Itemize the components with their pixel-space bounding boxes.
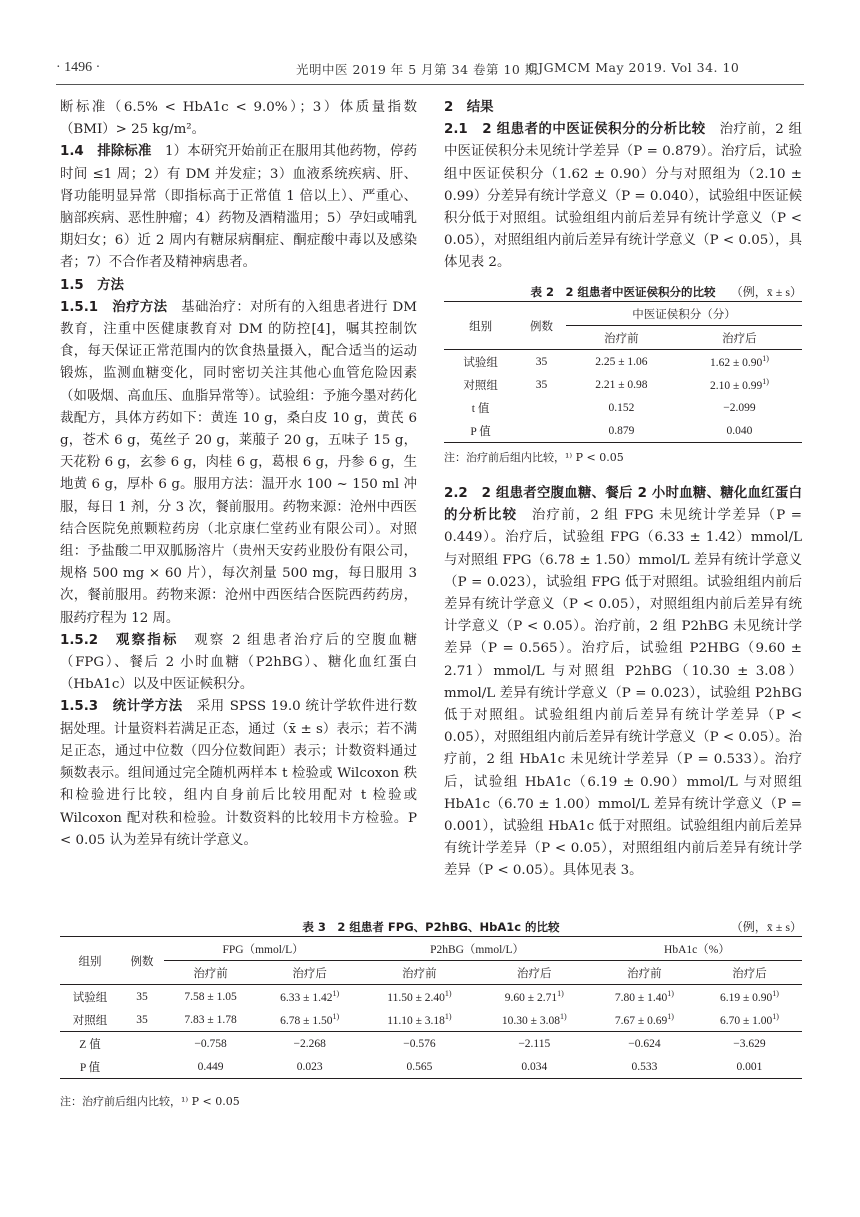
cell-after-sup: 1) [762, 377, 769, 387]
cell-empty [517, 419, 566, 443]
cell-p2h-before [362, 1008, 477, 1032]
cell-value: 6.70 ± 1.00 [719, 1014, 773, 1027]
text-2-2: 治疗前，2 组 FPG 未见统计学差异（P = 0.449）。治疗后，试验组 FPG（6.33 ± 1.42）mmol/L 与对照组 FPG（6.78 ± 1.50）mmol/L 差异有统计学意义（P = 0.023），试验组 FPG 低于对照组。试验组组内前后差异有统计学意义（P < 0.05），对照组组内前后差异有统计学意义（P < 0.05）。治疗前，2 组 P2hBG 未见统计学差异（P = 0.565）。治疗后，试验组 P2HBG（9.60 ± 2.71）mmol/L 与对照组 P2hBG（10.30 ± 3.08）mmol/L 差异有统计学意义（P = 0.023），试验组 P2hBG 低于对照组。试验组组内前后差异有统计学差异（P < 0.05），对照组组内前后差异有统计学意义（P < 0.05）。治疗前，2 组 HbA1c 未见统计学差异（P = 0.533）。治疗后，试验组 HbA1c（6.19 ± 0.90）mmol/L 与对照组 HbA1c（6.70 ± 1.00）mmol/L 差异有统计学意义（P = 0.001），试验组 HbA1c 低于对照组。试验组组内前后差异有统计学差异（P < 0.05），对照组组内前后差异有统计学差异（P < 0.05）。具体见表 3。 [444, 508, 802, 879]
journal-title-en: CJGMCM May 2019. Vol 34. 10 [528, 60, 740, 75]
cell-z: −2.115 [518, 1037, 551, 1050]
cell-z: −0.758 [194, 1037, 227, 1050]
table-2-header-group: 组别 [444, 302, 517, 350]
text-1-5-1: 基础治疗：对所有的入组患者进行 DM 教育，注重中医健康教育对 DM 的防控[4]，嘱其控制饮食，每天保证正常范围内的饮食热量摄入，配合适当的运动锻炼，监测血糖变化，同时密切关注其他心血管危险因素（如吸烟、高血压、血脂异常等）。试验组：予施今墨对药化裁配方，具体方药如下：黄连 10 g，桑白皮 10 g，黄芪 6 g，苍术 6 g，菟丝子 20 g，莱菔子 20 g，五味子 15 g，天花粉 6 g，玄参 6 g，肉桂 6 g，葛根 6 g，丹参 6 g，生地黄 6 g，厚朴 6 g。服用方法：温开水 100 ~ 150 ml 冲服，每日 1 剂，分 3 次，餐前服用。药物来源：沧州中西医结合医院免煎颗粒药房（北京康仁堂药业有限公司）。对照组：予盐酸二甲双胍肠溶片（贵州天安药业股份有限公司，规格 500 mg × 60 片），每次剂量 500 mg，每日服用 3 次，餐前服用。药物来源：沧州中西医结合医院西药药房，服药疗程为 12 周。 [60, 299, 418, 626]
cell-n: 35 [535, 378, 548, 391]
text-1-5-2: 观察 2 组患者治疗后的空腹血糖（FPG）、餐后 2 小时血糖（P2hBG）、糖化血红蛋白（HbA1c）以及中医证候积分。 [60, 632, 417, 693]
table-3-header-group: 组别 [60, 937, 120, 985]
heading-2-1: 2.1 2 组患者的中医证侯积分的分析比较 [444, 122, 706, 138]
cell-hba-before [592, 985, 697, 1009]
table-2-caption [444, 283, 802, 301]
cell-sup: 1) [559, 1012, 567, 1022]
cell-group: 试验组 [463, 356, 498, 369]
cell-value: 7.80 ± 1.40 [614, 991, 668, 1004]
cell-sup: 1) [444, 1012, 452, 1022]
cell-fpg-after [257, 985, 362, 1009]
cell-empty [120, 1032, 164, 1056]
cell-sup: 1) [444, 989, 452, 999]
cell-value: 7.67 ± 0.69 [614, 1014, 668, 1027]
cell-p: 0.565 [406, 1060, 433, 1073]
cell-group: 试验组 [72, 991, 108, 1004]
text-1-4: 1）本研究开始前正在服用其他药物，停药时间 ≤1 周；2）有 DM 并发症；3）血液系统疾病、肝、肾功能明显异常（即指标高于正常值 1 倍以上）、严重心、脑部疾病、恶性肿瘤；4）药物及酒精滥用；5）孕妇或哺乳期妇女；6）近 2 周内有糖尿病酮症、酮症酸中毒以及感染者；7）不合作者及精神病患者。 [60, 144, 417, 271]
page-number: · 1496 · [56, 60, 101, 75]
cell-value: 6.19 ± 0.90 [719, 991, 773, 1004]
left-column [60, 97, 417, 852]
cell-empty [517, 396, 566, 419]
cell-p2h-before [362, 985, 477, 1009]
right-column [444, 97, 802, 275]
cell-p: 0.001 [736, 1060, 763, 1073]
table-2-header-before: 治疗前 [566, 326, 677, 350]
table-3-title: 表 3 2 组患者 FPG、P2hBG、HbA1c 的比较 [302, 920, 560, 934]
cell-z: −3.629 [733, 1037, 766, 1050]
table-2-note: 注：治疗前后组内比较，¹⁾ P < 0.05 [444, 451, 624, 464]
table-3-header-after: 治疗后 [477, 961, 592, 985]
table-3-header-after: 治疗后 [697, 961, 802, 985]
table-2-header-n: 例数 [517, 302, 566, 350]
table-row [60, 985, 802, 1009]
table-3-header-hba1c: HbA1c（%） [664, 943, 730, 956]
cell-sup: 1) [332, 1012, 340, 1022]
cell-group: 对照组 [60, 1008, 120, 1032]
cell-n: 35 [120, 1008, 164, 1032]
journal-title-cn: 光明中医 2019 年 5 月第 34 卷第 10 期 [296, 62, 538, 77]
table-3-unit: （例，x̄ ± s） [730, 920, 802, 934]
heading-1-5-2: 1.5.2 观察指标 [60, 632, 179, 648]
heading-1-5-3: 1.5.3 统计学方法 [60, 699, 183, 715]
right-column-lower [444, 483, 802, 883]
cell-after [677, 373, 802, 396]
heading-2: 2 结果 [444, 100, 494, 115]
cell-value: 11.50 ± 2.40 [387, 991, 445, 1004]
cell-before: 2.25 ± 1.06 [595, 355, 648, 368]
cell-before: 2.21 ± 0.98 [595, 378, 648, 391]
cell-p: 0.034 [521, 1060, 548, 1073]
table-row-z [60, 1032, 802, 1056]
cell-sup: 1) [772, 989, 779, 999]
cell-sup: 1) [332, 989, 340, 999]
cell-z: −0.624 [628, 1037, 661, 1050]
table-2-header-score: 中医证侯积分（分） [632, 308, 736, 321]
cell-p-label: P 值 [79, 1061, 101, 1074]
cell-p: 0.449 [197, 1060, 224, 1073]
cell-n: 35 [535, 355, 548, 368]
cell-empty [120, 1055, 164, 1079]
table-row-p [60, 1055, 802, 1079]
section-1-4 [60, 141, 417, 274]
cell-fpg-before: 7.58 ± 1.05 [184, 990, 237, 1003]
cell-z: −2.268 [293, 1037, 326, 1050]
paragraph-criteria-end: 断标准（6.5% < HbA1c < 9.0%）；3）体质量指数（BMI）> 25 kg/m²。 [60, 100, 417, 138]
cell-after [677, 350, 802, 374]
table-row [444, 373, 802, 396]
section-2-2 [444, 483, 802, 883]
cell-t-before: 0.152 [608, 401, 635, 414]
cell-p-label: P 值 [470, 425, 491, 438]
table-3-header-fpg: FPG（mmol/L） [222, 943, 304, 956]
heading-1-5-1: 1.5.1 治疗方法 [60, 299, 168, 315]
cell-sup: 1) [667, 1012, 674, 1022]
cell-after-value: 2.10 ± 0.99 [709, 379, 763, 392]
table-row-t [444, 396, 802, 419]
table-3-header-before: 治疗前 [362, 961, 477, 985]
table-row-p [444, 419, 802, 443]
cell-t-after: −2.099 [723, 401, 756, 414]
table-3-header-after: 治疗后 [257, 961, 362, 985]
cell-p-before: 0.879 [608, 424, 635, 437]
table-3-header-before: 治疗前 [164, 961, 257, 985]
cell-hba-after [697, 985, 802, 1009]
cell-value: 10.30 ± 3.08 [501, 1014, 560, 1027]
cell-sup: 1) [667, 989, 674, 999]
cell-value: 11.10 ± 3.18 [387, 1014, 445, 1027]
heading-1-4: 1.4 排除标准 [60, 144, 152, 160]
header-rule [56, 84, 804, 85]
table-3-note: 注：治疗前后组内比较，¹⁾ P < 0.05 [60, 1095, 240, 1108]
cell-t-label: t 值 [471, 402, 490, 415]
cell-group: 对照组 [463, 379, 498, 392]
table-2-header-after: 治疗后 [677, 326, 802, 350]
table-3 [60, 918, 802, 1109]
cell-value: 6.78 ± 1.50 [280, 1014, 333, 1027]
table-3-grid [60, 936, 802, 1079]
table-2-unit: （例，x̄ ± s） [730, 285, 802, 299]
cell-value: 9.60 ± 2.71 [504, 991, 558, 1004]
cell-n: 35 [136, 990, 148, 1003]
text-2-1: 治疗前，2 组中医证侯积分未见统计学差异（P = 0.879）。治疗后，试验组中医证侯积分（1.62 ± 0.90）分与对照组为（2.10 ± 0.99）分差异有统计学意义（P = 0.040），试验组中医证候积分低于对照组。试验组组内前后差异有统计学意义（P < 0.05），对照组组内前后差异有统计学意义（P < 0.05），具体见表 2。 [444, 122, 803, 271]
cell-sup: 1) [557, 989, 564, 999]
table-3-caption [60, 918, 802, 936]
text-1-5-3: 采用 SPSS 19.0 统计学软件进行数据处理。计量资料若满足正态，通过（x̄ ± s）表示；若不满足正态，通过中位数（四分位数间距）表示；计数资料通过频数表示。组间通过完全随机两样本 t 检验或 Wilcoxon 秩和检验进行比较，组内自身前后比较用配对 t 检验或 Wilcoxon 配对秩和检验。计数资料的比较用卡方检验。P < 0.05 认为差异有统计学意义。 [60, 699, 417, 848]
running-header [56, 60, 804, 82]
heading-1-5: 1.5 方法 [60, 277, 124, 293]
cell-hba-after [697, 1008, 802, 1032]
table-3-header-n: 例数 [120, 937, 164, 985]
section-1-5-2 [60, 630, 417, 697]
cell-p2h-after [477, 1008, 592, 1032]
cell-p: 0.023 [296, 1060, 323, 1073]
table-3-header-p2hbg: P2hBG（mmol/L） [430, 943, 524, 956]
table-row [444, 350, 802, 374]
cell-fpg-before: 7.83 ± 1.78 [164, 1008, 257, 1032]
cell-value: 6.33 ± 1.42 [280, 991, 333, 1004]
section-1-5-3 [60, 696, 417, 851]
cell-p: 0.533 [631, 1060, 658, 1073]
cell-fpg-after [257, 1008, 362, 1032]
cell-z-label: Z 值 [79, 1038, 101, 1051]
table-3-header-before: 治疗前 [592, 961, 697, 985]
cell-sup: 1) [772, 1012, 779, 1022]
cell-z: −0.576 [403, 1037, 436, 1050]
cell-hba-before [592, 1008, 697, 1032]
cell-after-sup: 1) [762, 354, 769, 364]
cell-after-value: 1.62 ± 0.90 [709, 356, 763, 369]
section-1-5-1 [60, 297, 417, 630]
table-2-title: 表 2 2 组患者中医证侯积分的比较 [530, 285, 716, 299]
section-2-1 [444, 119, 802, 274]
heading-2-2: 2.2 2 组患者空腹血糖、餐后 2 小时血糖、糖化血红蛋白的分析比较 [444, 486, 802, 524]
table-row [60, 1008, 802, 1032]
table-2 [444, 283, 802, 465]
cell-p-after: 0.040 [726, 424, 753, 437]
table-2-grid [444, 301, 802, 443]
cell-p2h-after [477, 985, 592, 1009]
